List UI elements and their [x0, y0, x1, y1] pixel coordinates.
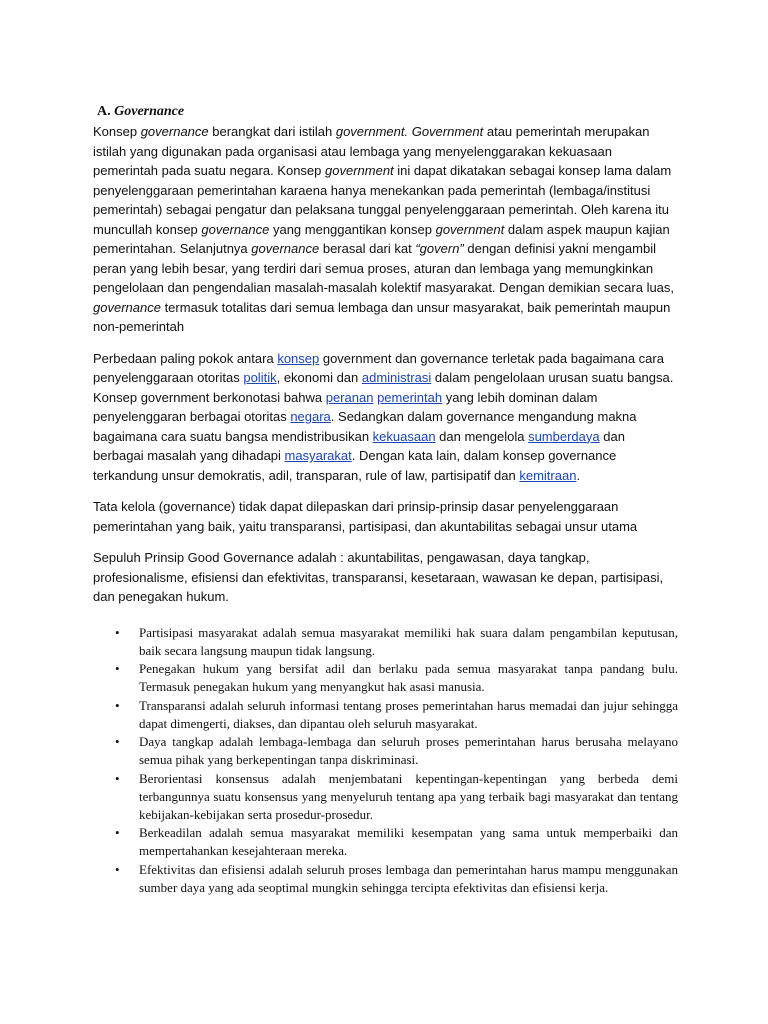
- paragraph-ten-principles: Sepuluh Prinsip Good Governance adalah : akuntabilitas, pengawasan, daya tangkap, profesionalisme, efisiensi dan efektivitas, transparansi, kesetaraan, wawasan ke depan, partisipasi, dan penegakan hukum.: [93, 550, 664, 604]
- italic-term: government: [435, 221, 505, 237]
- list-item-text: Berorientasi konsensus adalah menjembatani kepentingan-kepentingan yang berbeda demi terbangunnya suatu konsensus yang menyeluruh tentang apa yang terbaik bagi masyarakat dan tentang kebijakan-kebijakan serta prosedur-prosedur.: [139, 770, 678, 822]
- bullet-icon: •: [115, 770, 120, 786]
- list-item-text: Daya tangkap adalah lembaga-lembaga dan seluruh proses pemerintahan harus berusaha melayano semua pihak yang berkepentingan tanpa diskriminasi.: [139, 734, 678, 767]
- paragraph-tata-kelola: Tata kelola (governance) tidak dapat dilepaskan dari prinsip-prinsip dasar penyelenggaraan pemerintahan yang baik, yaitu transparansi, partisipasi, dan akuntabilitas sebagai unsur utama: [93, 499, 638, 534]
- list-item: [93, 624, 678, 660]
- text-run: dengan definisi yakni mengambil peran yang lebih besar, yang terdiri dari semua proses, aturan dan lembaga yang memungkinkan pengelolaan dan pengendalian masalah-masalah kolektif masyarakat. Dengan demikian secara luas,: [93, 241, 675, 295]
- link-pemerintah[interactable]: pemerintah: [377, 389, 443, 405]
- section-heading: [97, 103, 678, 121]
- list-item: [93, 770, 678, 824]
- list-item-text: Berkeadilan adalah semua masyarakat memiliki kesempatan yang sama untuk memperbaiki dan mempertahankan kesejahteraan mereka.: [139, 825, 678, 858]
- list-item-text: Penegakan hukum yang bersifat adil dan berlaku pada semua masyarakat tanpa pandang bulu. Termasuk penegakan hukum yang menyangkut hak asasi manusia.: [139, 661, 678, 694]
- link-politik[interactable]: politik: [243, 370, 277, 385]
- bullet-icon: •: [115, 734, 120, 749]
- link-masyarakat[interactable]: masyarakat: [284, 448, 352, 463]
- text-run: Konsep: [93, 124, 141, 139]
- link-kekuasaan[interactable]: kekuasaan: [372, 428, 436, 444]
- list-item-text: Efektivitas dan efisiensi adalah seluruh proses lembaga dan pemerintahan harus mampu menggunakan sumber daya yang ada seoptimal mungkin sehingga tercipta efektivitas dan efisiensi kerja.: [139, 861, 678, 895]
- text-run: yang menggantikan konsep: [269, 221, 436, 237]
- list-item: [93, 697, 678, 733]
- text-run: dalam aspek maupun kajian pemerintahan. Selanjutnya: [93, 221, 670, 256]
- text-run: ini dapat dikatakan sebagai konsep lama dalam penyelenggaraan pemerintahan karaena hanya menekankan pada pemerintah (lembaga/institusi pemerintah) sebagai pengatur dan pelaksana tunggal penyelenggaraan pemerintah. Oleh karena itu muncullah konsep: [93, 163, 672, 237]
- link-negara[interactable]: negara: [290, 409, 331, 424]
- principles-bullet-list: [93, 624, 678, 897]
- link-administrasi[interactable]: administrasi: [361, 370, 432, 385]
- list-item: [93, 861, 678, 897]
- italic-term: governance: [201, 221, 270, 237]
- bullet-icon: •: [115, 661, 120, 676]
- bullet-icon: •: [115, 697, 120, 713]
- list-item-text: Partisipasi masyarakat adalah semua masyarakat memiliki hak suara dalam pengambilan keputusan, baik secara langsung maupun tidak langsung.: [139, 624, 678, 658]
- text-run: .: [576, 467, 581, 483]
- italic-term: governance: [140, 124, 209, 139]
- document-body: [93, 103, 678, 897]
- text-run: dan berbagai masalah yang dihadapi: [93, 428, 625, 463]
- italic-term: government. Government: [335, 124, 484, 139]
- list-item: [93, 824, 678, 860]
- text-run: government dan governance terletak pada bagaimana cara penyelenggaraan otoritas: [93, 350, 664, 385]
- text-run: . Sedangkan dalam governance mengandung makna bagaimana cara suatu bangsa mendistribusikan: [93, 409, 637, 444]
- italic-term: “govern”: [415, 241, 464, 256]
- text-run: Perbedaan paling pokok antara: [93, 350, 278, 366]
- text-run: dalam pengelolaan urusan suatu bangsa. Konsep government berkonotasi bahwa: [93, 370, 674, 405]
- list-item: [93, 733, 678, 769]
- paragraph-government-vs-governance: [93, 349, 678, 486]
- text-run: atau pemerintah merupakan istilah yang digunakan pada organisasi atau lembaga yang menyelenggarakan kekuasaan pemerintah pada suatu negara. Konsep: [93, 124, 650, 178]
- link-kemitraan[interactable]: kemitraan: [519, 467, 577, 483]
- italic-term: government: [325, 163, 394, 178]
- text-run: yang lebih dominan dalam penyelenggaran berbagai otoritas: [93, 389, 598, 424]
- section-title: Governance: [114, 104, 185, 119]
- link-peranan[interactable]: peranan: [325, 389, 374, 405]
- text-run: termasuk totalitas dari semua lembaga dan unsur masyarakat, baik pemerintah maupun non-pemerintah: [93, 299, 671, 334]
- text-run: berasal dari kat: [319, 241, 416, 256]
- section-number: A.: [97, 104, 111, 119]
- italic-term: governance: [93, 299, 161, 315]
- list-item-text: Transparansi adalah seluruh informasi tentang proses pemerintahan harus memadai dan jujur sehingga dapat dimengerti, diakses, dan dipantau oleh seluruh masyarakat.: [139, 697, 678, 731]
- text-run: dan mengelola: [435, 428, 529, 444]
- text-run: berangkat dari istilah: [208, 124, 336, 139]
- link-sumberdaya[interactable]: sumberdaya: [528, 428, 600, 444]
- paragraph-governance-definition: [93, 122, 678, 337]
- bullet-icon: •: [115, 825, 120, 840]
- bullet-icon: •: [115, 861, 120, 877]
- bullet-icon: •: [115, 624, 120, 640]
- text-run: . Dengan kata lain, dalam konsep governance terkandung unsur demokratis, adil, transparan, rule of law, partisipatif dan: [93, 448, 617, 483]
- text-run: , ekonomi dan: [276, 370, 362, 385]
- list-item: [93, 660, 678, 696]
- link-konsep[interactable]: konsep: [277, 350, 320, 366]
- italic-term: governance: [251, 241, 320, 256]
